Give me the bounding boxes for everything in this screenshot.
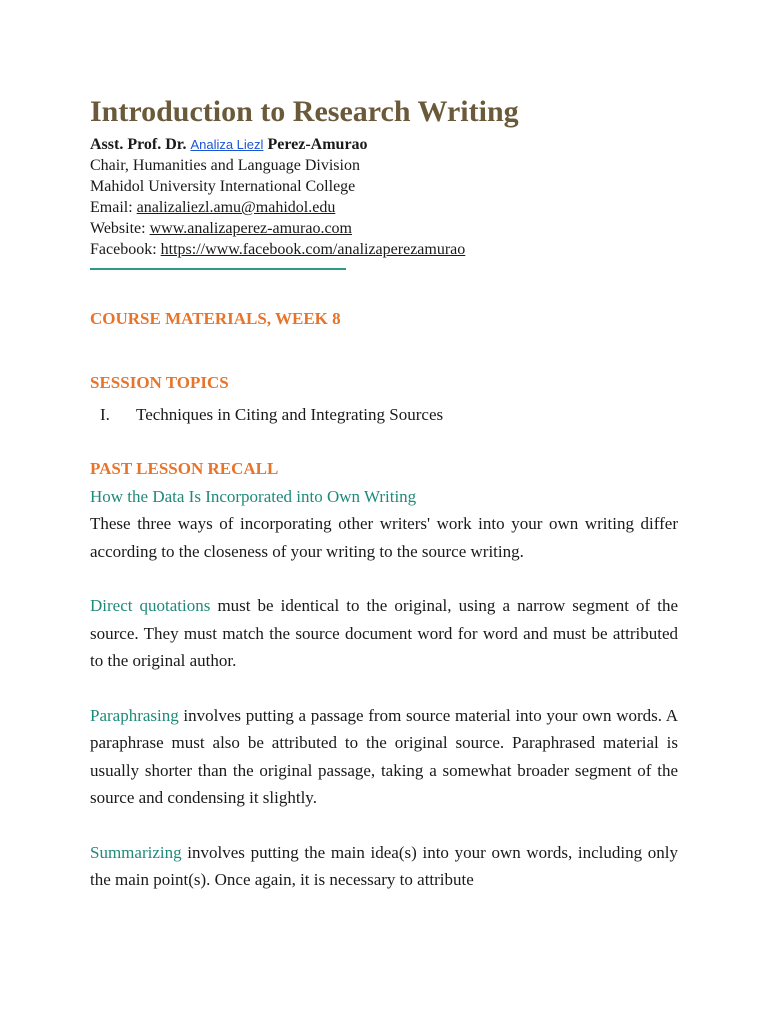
direct-quotations-text: must be identical to the original, using a narrow segment of the source. They must match the source document word for word and must be attributed to the original author. xyxy=(90,596,678,670)
summarizing-paragraph xyxy=(90,839,678,894)
past-lesson-heading: PAST LESSON RECALL xyxy=(90,459,279,478)
session-topics-list xyxy=(90,404,678,426)
email-link[interactable]: analizaliezl.amu@mahidol.edu xyxy=(136,199,336,216)
past-lesson-subheading: How the Data Is Incorporated into Own Writing xyxy=(90,487,417,506)
facebook-label: Facebook: xyxy=(90,241,157,258)
author-prefix: Asst. Prof. Dr. xyxy=(90,136,187,153)
paraphrasing-paragraph xyxy=(90,702,678,812)
summarizing-term: Summarizing xyxy=(90,842,182,862)
paraphrasing-term: Paraphrasing xyxy=(90,705,179,725)
author-line xyxy=(90,134,678,155)
facebook-line xyxy=(90,239,678,260)
course-materials-heading: COURSE MATERIALS, WEEK 8 xyxy=(90,309,341,328)
author-name-link[interactable]: Analiza Liezl xyxy=(190,137,264,152)
author-institution: Mahidol University International College xyxy=(90,178,356,195)
website-label: Website: xyxy=(90,220,146,237)
paraphrasing-text: involves putting a passage from source material into your own words. A paraphrase must also be attributed to the original source. Paraphrased material is usually shorter than the original passage, taking a somewhat broader segment of the source and condensing it slightly. xyxy=(90,705,678,807)
list-item xyxy=(90,404,678,426)
summarizing-text: involves putting the main idea(s) into your own words, including only the main point(s). Once again, it is necessary to attribute xyxy=(90,842,678,889)
email-line xyxy=(90,197,678,218)
intro-paragraph: These three ways of incorporating other writers' work into your own writing differ according to the closeness of your writing to the source writing. xyxy=(90,514,678,561)
document-title: Introduction to Research Writing xyxy=(90,95,519,128)
list-item-number: I. xyxy=(100,405,110,424)
author-position: Chair, Humanities and Language Division xyxy=(90,157,360,174)
session-topics-heading: SESSION TOPICS xyxy=(90,373,229,392)
website-line xyxy=(90,218,678,239)
header-divider xyxy=(90,268,346,270)
list-item-text: Techniques in Citing and Integrating Sources xyxy=(136,405,444,424)
direct-quotations-paragraph xyxy=(90,592,678,675)
email-label: Email: xyxy=(90,199,133,216)
website-link[interactable]: www.analizaperez-amurao.com xyxy=(149,220,352,237)
direct-quotations-term: Direct quotations xyxy=(90,596,211,615)
author-surname: Perez-Amurao xyxy=(267,136,368,153)
facebook-link[interactable]: https://www.facebook.com/analizaperezamurao xyxy=(160,241,466,258)
document-page xyxy=(90,94,678,894)
